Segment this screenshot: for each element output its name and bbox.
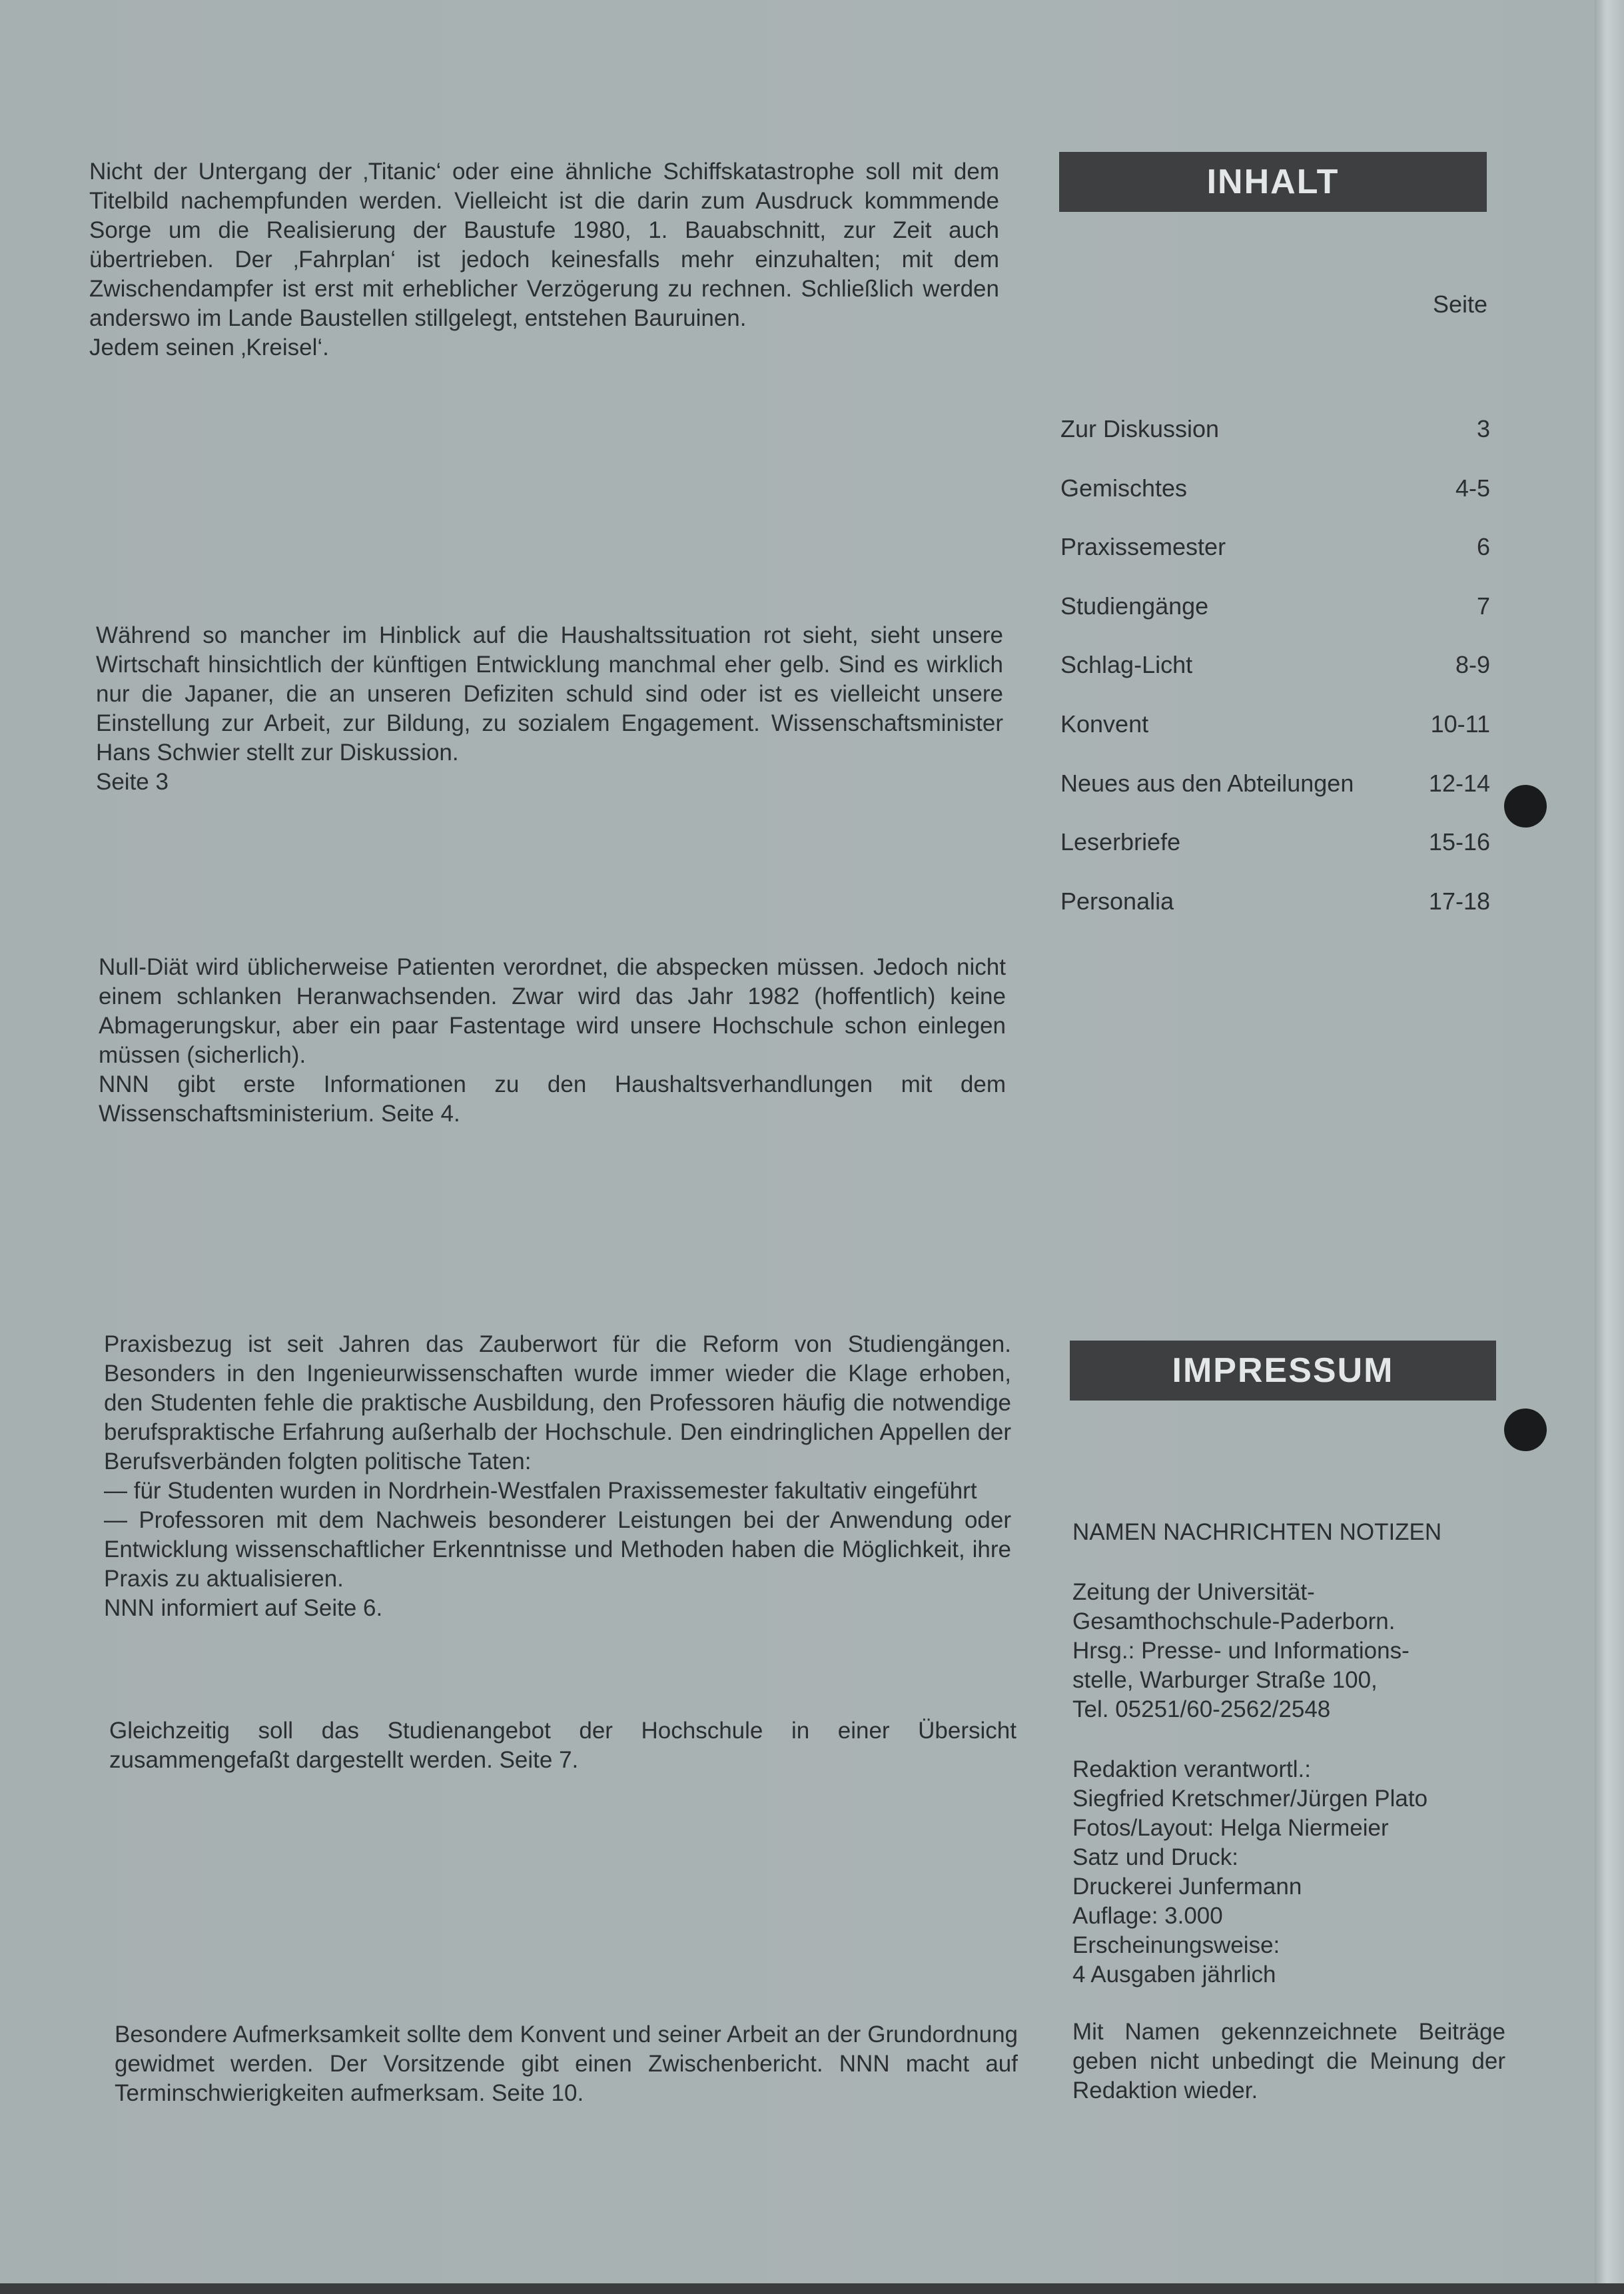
seite-column-label: Seite xyxy=(1432,290,1487,318)
binder-hole-upper xyxy=(1504,785,1547,828)
toc-item[interactable] xyxy=(1060,768,1490,827)
toc-item[interactable] xyxy=(1060,826,1490,885)
toc-item-page: 10-11 xyxy=(1430,710,1490,738)
intro-paragraph-praxisbezug: Praxisbezug ist seit Jahren das Zauberwort für die Reform von Studiengängen. Besonders in den Ingenieurwissenschaften wurde immer wieder die Klage erhoben, den Studenten fehle die praktische Ausbildung, den Professoren häufig die notwendige berufspraktische Erfahrung außerhalb der Hochschule. Den eindringlichen Appellen der Berufsverbänden folgten politische Taten: — für Studenten wurden in Nordrhein-Westfalen Praxissemester fakultativ eingeführt — Professoren mit dem Nachweis besonderer Leistungen bei der Anwendung oder Entwicklung wissenschaftlicher Erkenntnisse und Methoden haben die Möglichkeit, ihre Praxis zu aktualisieren. NNN informiert auf Seite 6. xyxy=(104,1331,1011,1621)
toc-item[interactable] xyxy=(1060,531,1490,590)
impressum-publisher: Zeitung der Universität- Gesamthochschule-Paderborn. Hrsg.: Presse- und Informations- stelle, Warburger Straße 100, Tel. 05251/60-2562/2548 xyxy=(1072,1579,1410,1722)
toc-item[interactable] xyxy=(1060,590,1490,650)
toc-item-page: 4-5 xyxy=(1455,474,1490,502)
toc-item-title: Gemischtes xyxy=(1060,474,1188,502)
toc-item-page: 12-14 xyxy=(1428,769,1490,797)
toc-item-page: 8-9 xyxy=(1455,651,1490,679)
toc-item[interactable] xyxy=(1060,649,1490,708)
page-edge xyxy=(1595,0,1624,2294)
toc-item[interactable] xyxy=(1060,708,1490,768)
toc-item-page: 7 xyxy=(1476,592,1490,620)
toc-item-title: Konvent xyxy=(1060,710,1149,738)
toc-item-title: Praxissemester xyxy=(1060,533,1226,561)
toc-item-page: 3 xyxy=(1476,415,1490,442)
toc-item-title: Schlag-Licht xyxy=(1060,651,1193,679)
intro-paragraph-studienangebot: Gleichzeitig soll das Studienangebot der Hochschule in einer Übersicht zusammengefaßt dargestellt werden. Seite 7. xyxy=(109,1718,1016,1773)
intro-paragraph-diskussion: Während so mancher im Hinblick auf die Haushaltssituation rot sieht, sieht unsere Wirtschaft hinsichtlich der künftigen Entwicklung manchmal eher gelb. Sind es wirklich nur die Japaner, die an unseren Defiziten schuld sind oder ist es vielleicht unsere Einstellung zur Arbeit, zur Bildung, zu sozialem Engagement. Wissenschaftsminister Hans Schwier stellt zur Diskussion. Seite 3 xyxy=(96,622,1003,795)
toc-item-title: Neues aus den Abteilungen xyxy=(1060,769,1354,797)
bottom-edge xyxy=(0,2283,1624,2294)
toc-item-title: Studiengänge xyxy=(1060,592,1209,620)
intro-paragraph-titelbild: Nicht der Untergang der ‚Titanic‘ oder eine ähnliche Schiffskatastrophe soll mit dem Titelbild nachempfunden werden. Vielleicht ist die darin zum Ausdruck kommmende Sorge um die Realisierung der Baustufe 1980, 1. Bauabschnitt, zur Zeit auch übertrieben. Der ‚Fahrplan‘ ist jedoch keinesfalls mehr einzuhalten; mit dem Zwischendampfer ist erst mit erheblicher Verzögerung zu rechnen. Schließlich werden anderswo im Lande Baustellen stillgelegt, entstehen Bauruinen. Jedem seinen ‚Kreisel‘. xyxy=(89,159,999,360)
inhalt-heading: INHALT xyxy=(1059,152,1487,212)
intro-paragraph-konvent: Besondere Aufmerksamkeit sollte dem Konvent und seiner Arbeit an der Grundordnung gewidmet werden. Der Vorsitzende gibt einen Zwischenbericht. NNN macht auf Terminschwierigkeiten aufmerksam. Seite 10. xyxy=(115,2021,1018,2106)
impressum-heading: IMPRESSUM xyxy=(1070,1341,1496,1401)
toc-item-page: 15-16 xyxy=(1428,828,1490,856)
toc-item-title: Personalia xyxy=(1060,887,1174,915)
toc-item[interactable] xyxy=(1060,413,1490,472)
table-of-contents xyxy=(1060,413,1490,944)
toc-item[interactable] xyxy=(1060,472,1490,532)
impressum-title: NAMEN NACHRICHTEN NOTIZEN xyxy=(1072,1519,1442,1545)
intro-paragraph-haushalt: Null-Diät wird üblicherweise Patienten verordnet, die abspecken müssen. Jedoch nicht einem schlanken Heranwachsenden. Zwar wird das Jahr 1982 (hoffentlich) keine Abmagerungskur, aber ein paar Fastentage wird unsere Hochschule schon einlegen müssen (sicherlich). NNN gibt erste Informationen zu den Haushaltsverhandlungen mit dem Wissenschaftsministerium. Seite 4. xyxy=(99,954,1006,1127)
binder-hole-lower xyxy=(1504,1409,1547,1451)
toc-item-page: 6 xyxy=(1476,533,1490,561)
impressum-staff: Redaktion verantwortl.: Siegfried Kretschmer/Jürgen Plato Fotos/Layout: Helga Niermeier Satz und Druck: Druckerei Junfermann Auflage: 3.000 Erscheinungsweise: 4 Ausgaben jährlich xyxy=(1072,1756,1428,1988)
toc-item-title: Leserbriefe xyxy=(1060,828,1181,856)
impressum-disclaimer: Mit Namen gekennzeichnete Beiträge geben nicht unbedingt die Meinung der Redaktion wieder. xyxy=(1072,2019,1505,2103)
toc-item[interactable] xyxy=(1060,885,1490,945)
toc-item-page: 17-18 xyxy=(1428,887,1490,915)
toc-item-title: Zur Diskussion xyxy=(1060,415,1220,442)
